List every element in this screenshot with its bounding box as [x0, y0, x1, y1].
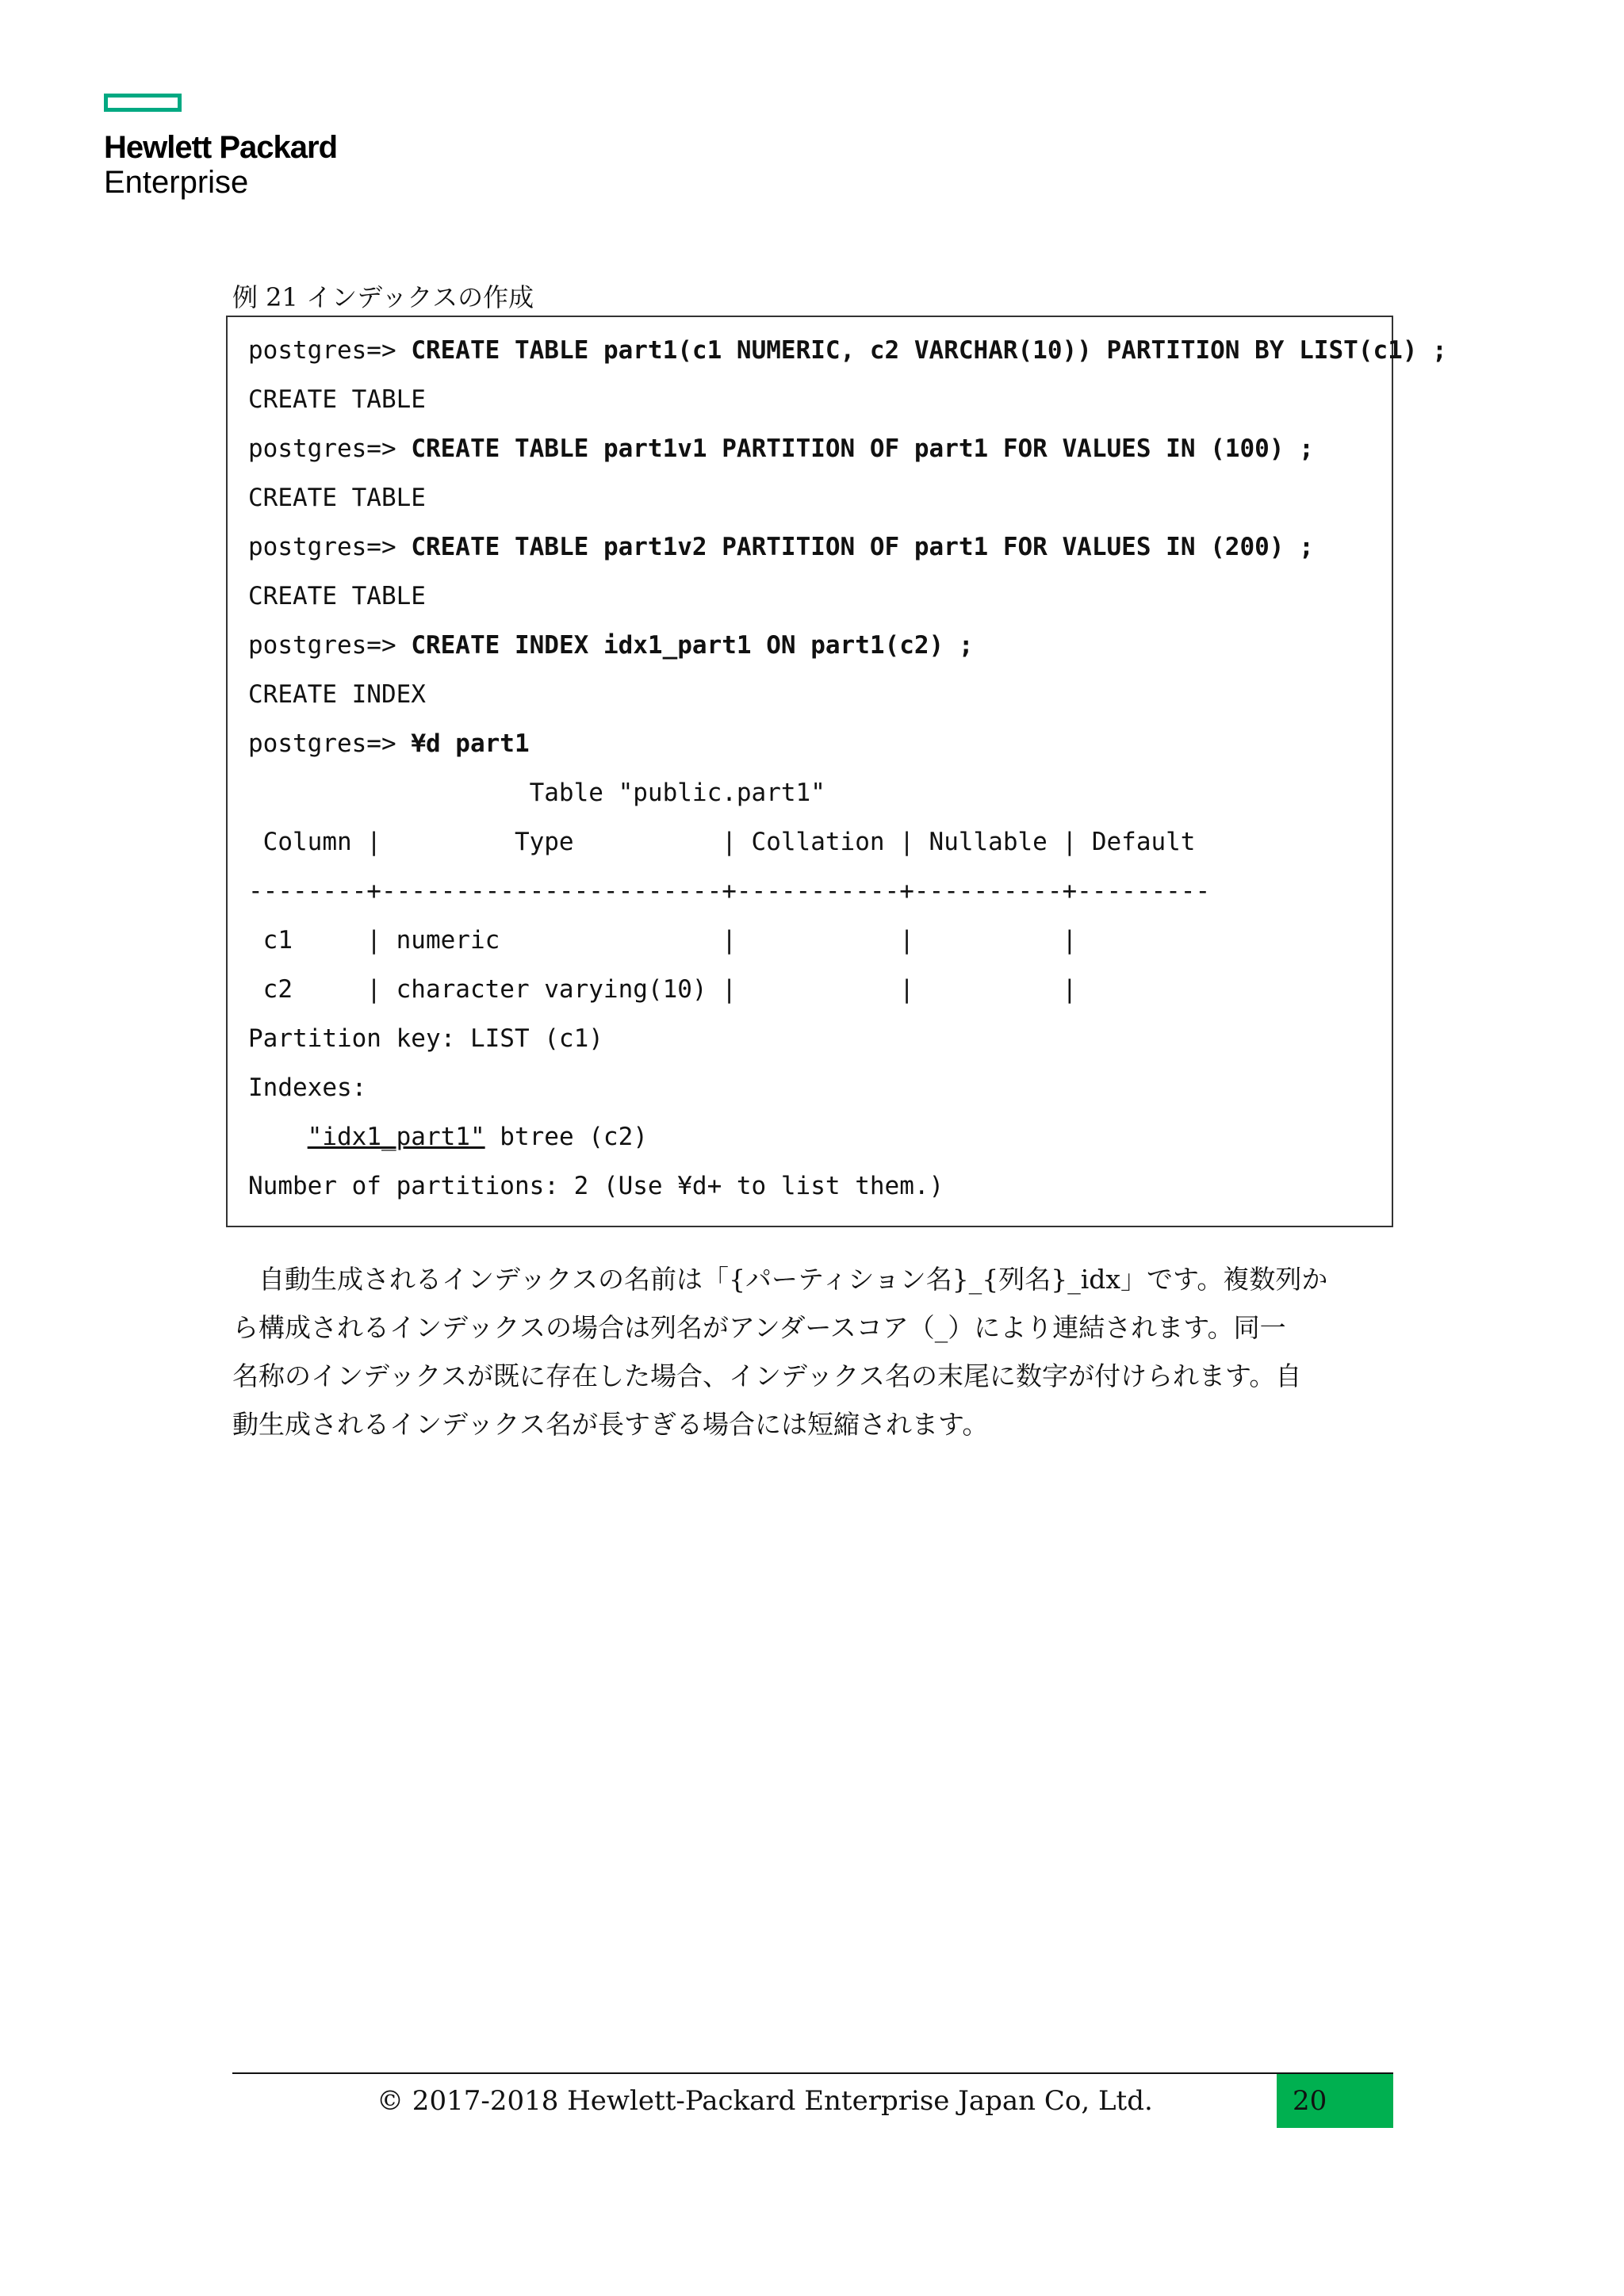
footer-copyright: © 2017-2018 Hewlett-Packard Enterprise Japan Co, Ltd.: [377, 2085, 1153, 2117]
hpe-logo-bar: [104, 94, 182, 112]
table-row: c2 | character varying(10) | | |: [248, 975, 1078, 1004]
code-line: [248, 1121, 648, 1153]
code-prompt: postgres=>: [248, 533, 412, 561]
code-line: [248, 974, 1077, 1005]
table-row: c1 | numeric | | |: [248, 926, 1078, 955]
body-paragraph-line: 動生成されるインデックス名が長すぎる場合には短縮されます。: [232, 1409, 989, 1440]
table-title: Table "public.part1": [248, 779, 825, 807]
footer-divider: [232, 2072, 1393, 2074]
table-header: Column | Type | Collation | Nullable | Default: [248, 828, 1196, 856]
body-paragraph-line: 自動生成されるインデックスの名前は「{パーティション名}_{列名}_idx」です。複数列か: [232, 1264, 1328, 1295]
code-command: CREATE INDEX idx1_part1 ON part1(c2) ;: [411, 631, 974, 660]
code-line: [248, 1023, 603, 1054]
code-line: [248, 531, 1314, 563]
code-line: [248, 924, 1077, 956]
code-command: CREATE TABLE part1(c1 NUMERIC, c2 VARCHAR(10)) PARTITION BY LIST(c1) ;: [411, 336, 1447, 365]
logo-text-line1: Hewlett Packard: [104, 130, 338, 165]
partition-count: Number of partitions: 2 (Use ¥d+ to list them.): [248, 1172, 944, 1200]
code-prompt: postgres=>: [248, 434, 412, 463]
code-line: [248, 384, 426, 415]
index-definition: btree (c2): [485, 1123, 648, 1151]
table-separator: --------+-----------------------+-----------+----------+---------: [248, 877, 1211, 905]
partition-key: Partition key: LIST (c1): [248, 1024, 603, 1053]
code-line: [248, 728, 530, 760]
indexes-label: Indexes:: [248, 1073, 367, 1102]
code-line: [248, 679, 426, 710]
code-output: CREATE INDEX: [248, 680, 426, 709]
code-prompt: postgres=>: [248, 729, 412, 758]
example-caption: 例 21 インデックスの作成: [232, 282, 534, 312]
index-name: "idx1_part1": [307, 1123, 485, 1151]
code-line: [248, 433, 1314, 465]
logo-text-line2: Enterprise: [104, 165, 249, 200]
index-indent: [248, 1123, 308, 1151]
code-command: ¥d part1: [411, 729, 530, 758]
page-number: 20: [1277, 2074, 1393, 2128]
code-line: [248, 580, 426, 612]
code-line: [248, 1170, 944, 1202]
code-line: [248, 629, 974, 661]
code-line: [248, 482, 426, 514]
code-prompt: postgres=>: [248, 631, 412, 660]
body-paragraph-line: ら構成されるインデックスの場合は列名がアンダースコア（_）により連結されます。同一: [232, 1312, 1286, 1343]
code-prompt: postgres=>: [248, 336, 412, 365]
code-output: CREATE TABLE: [248, 484, 426, 512]
code-line: [248, 826, 1195, 858]
code-line: [248, 875, 1210, 907]
code-command: CREATE TABLE part1v1 PARTITION OF part1 FOR VALUES IN (100) ;: [411, 434, 1314, 463]
code-example-box: [226, 316, 1447, 1227]
code-command: CREATE TABLE part1v2 PARTITION OF part1 FOR VALUES IN (200) ;: [411, 533, 1314, 561]
code-line: [248, 777, 825, 809]
code-line: [248, 335, 1447, 366]
code-output: CREATE TABLE: [248, 385, 426, 414]
code-output: CREATE TABLE: [248, 582, 426, 610]
code-line: [248, 1072, 366, 1104]
body-paragraph-line: 名称のインデックスが既に存在した場合、インデックス名の末尾に数字が付けられます。自: [232, 1360, 1302, 1391]
